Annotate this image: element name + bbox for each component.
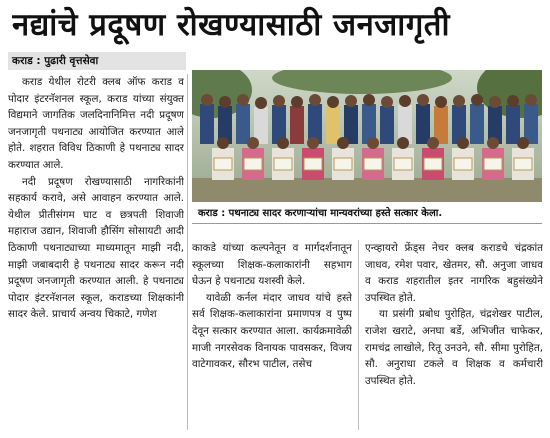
column-divider (358, 240, 359, 430)
paragraph: यावेळी कर्नल मंदार जाधव यांचे हस्ते सर्व शिक्षक-कलाकारांना प्रमाणपत्र व पुष्प देवून सत्कार करण्यात आला. कार्यक्रमावेळी माजी नगरसेवक विनायक पावसकर, विजय वाटेगावकर, सौरभ पाटील, तसेच (192, 291, 352, 371)
paragraph: नदी प्रदूषण रोखण्यासाठी नागरिकांनी सहकार्य करावे, असे आवाहन करण्यात आले. येथील प्रीतीसंगम घाट व छत्रपती शिवाजी महाराज उद्यान, शिवाजी हौसिंग सोसायटी आदी ठिकाणी पथनाट्याच्या माध्यमातून माझी नदी, माझी जबाबदारी हे पथनाट्य सादर करून नदी प्रदूषण जनजागृती करण्यात आली. हे पथनाट्य पोदार इंटरनॅशनल स्कूल, कराडच्या शिक्षकांनी सादर केले. प्राचार्य अन्वय चिकाटे, गणेश (8, 175, 184, 321)
column-divider (187, 74, 188, 430)
paragraph: कराड येथील रोटरी क्लब ऑफ कराड व पोदार इंटरनॅशनल स्कूल, कराड यांच्या संयुक्त विद्यमाने जागतिक जलदिनानिमित्त नदी प्रदूषण जनजागृती पथनाट्य आयोजित करण्यात आले होते. शहरात विविध ठिकाणी हे पथनाट्य सादर करण्यात आले. (8, 76, 184, 171)
article-column-2 (192, 240, 352, 430)
article-column-1 (8, 74, 184, 430)
dateline: कराड : पुढारी वृत्तसेवा (8, 52, 186, 70)
article-column-3 (365, 240, 543, 430)
group-photo (192, 70, 542, 202)
photo-caption: कराड : पथनाट्य सादर करणाऱ्यांचा मान्यवरांच्या हस्ते सत्कार केला. (192, 204, 542, 224)
group-photo-image (192, 70, 542, 202)
paragraph: या प्रसंगी प्रबोध पुरोहित, चंद्रशेखर पाटील, राजेश खराटे, अनघा बर्डे, अभिजीत चाफेकर, रामचंद्र लाखोले, रितू उनउने, सौ. सीमा पुरोहित, सौ. अनुराधा टकले व शिक्षक व कर्मचारी उपस्थित होते. (365, 308, 543, 387)
paragraph: एन्व्हायरो फ्रेंड्स नेचर क्लब कराडचे चंद्रकांत जाधव, रमेश पवार, खेतमर, सौ. अनुजा जाधव व कराड शहरातील इतर नागरिक बहुसंख्येने उपस्थित होते. (365, 242, 543, 304)
headline: नद्यांचे प्रदूषण रोखण्यासाठी जनजागृती (12, 7, 450, 43)
paragraph: काकडे यांच्या कल्पनेतून व मार्गदर्शनातून स्कूलच्या शिक्षक-कलाकारांनी सहभाग घेऊन हे पथनाट्य यशस्वी केले. (192, 242, 352, 288)
